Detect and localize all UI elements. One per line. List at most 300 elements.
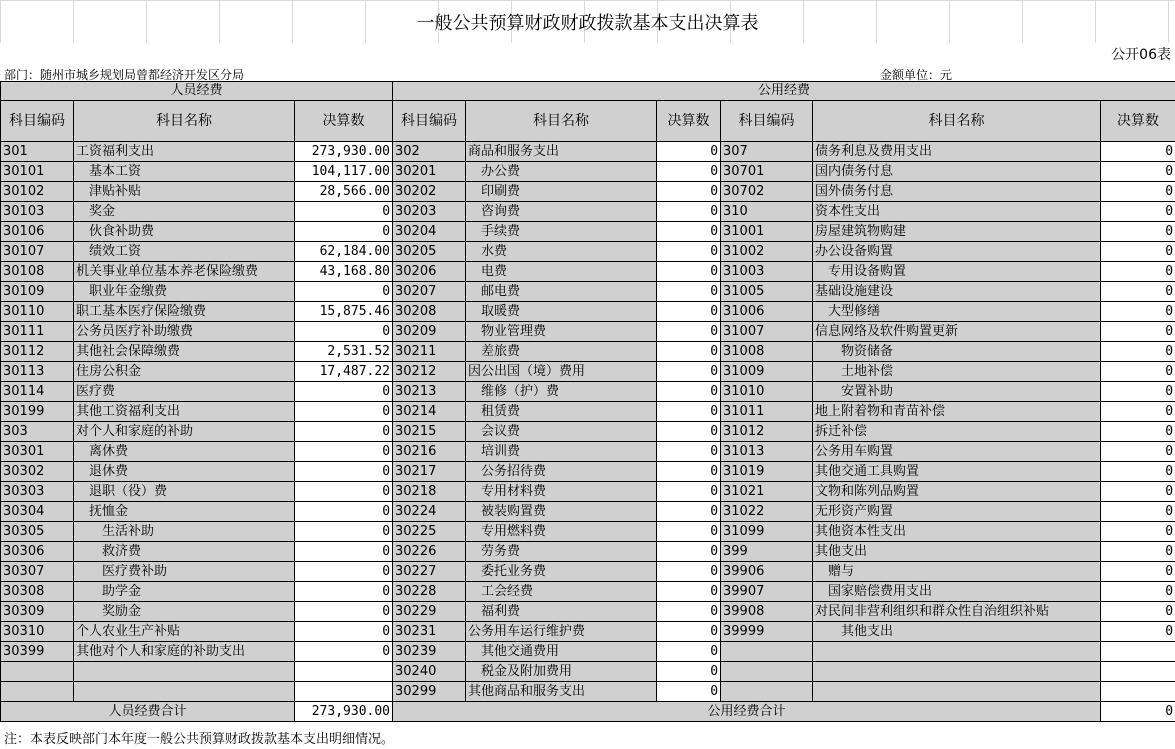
table-row	[1, 422, 1175, 442]
table-row	[1, 642, 1175, 662]
public-name: 手续费	[466, 222, 657, 242]
public-name: 会议费	[466, 422, 657, 442]
capital-amount: 0	[1101, 362, 1175, 382]
capital-amount: 0	[1101, 182, 1175, 202]
public-code: 30229	[393, 602, 466, 622]
personnel-name: 职工基本医疗保险缴费	[74, 302, 295, 322]
capital-amount: 0	[1101, 542, 1175, 562]
capital-amount: 0	[1101, 222, 1175, 242]
public-code: 30231	[393, 622, 466, 642]
personnel-amount: 0	[295, 222, 393, 242]
capital-amount: 0	[1101, 242, 1175, 262]
public-name: 水费	[466, 242, 657, 262]
capital-name: 专用设备购置	[813, 262, 1101, 282]
public-amount: 0	[657, 502, 721, 522]
col-header-name: 科目名称	[466, 101, 657, 142]
public-amount: 0	[657, 282, 721, 302]
personnel-amount: 15,875.46	[295, 302, 393, 322]
capital-code: 39907	[721, 582, 813, 602]
capital-name: 大型修缮	[813, 302, 1101, 322]
public-name: 劳务费	[466, 542, 657, 562]
capital-name: 文物和陈列品购置	[813, 482, 1101, 502]
personnel-name: 机关事业单位基本养老保险缴费	[74, 262, 295, 282]
capital-name: 房屋建筑物购建	[813, 222, 1101, 242]
public-amount: 0	[657, 462, 721, 482]
public-amount: 0	[657, 562, 721, 582]
personnel-amount: 62,184.00	[295, 242, 393, 262]
capital-name	[813, 642, 1101, 662]
table-row	[1, 442, 1175, 462]
capital-code	[721, 642, 813, 662]
capital-name: 拆迁补偿	[813, 422, 1101, 442]
capital-code: 30701	[721, 162, 813, 182]
table-row	[1, 542, 1175, 562]
public-amount: 0	[657, 542, 721, 562]
public-code: 30215	[393, 422, 466, 442]
capital-amount: 0	[1101, 622, 1175, 642]
capital-code: 30702	[721, 182, 813, 202]
personnel-amount: 0	[295, 562, 393, 582]
personnel-amount: 0	[295, 602, 393, 622]
personnel-amount: 43,168.80	[295, 262, 393, 282]
personnel-code	[1, 682, 74, 702]
public-amount: 0	[657, 442, 721, 462]
public-name: 福利费	[466, 602, 657, 622]
public-amount: 0	[657, 222, 721, 242]
table-row	[1, 342, 1175, 362]
personnel-code: 30114	[1, 382, 74, 402]
capital-name: 信息网络及软件购置更新	[813, 322, 1101, 342]
personnel-code: 30307	[1, 562, 74, 582]
capital-code: 39999	[721, 622, 813, 642]
personnel-code: 30101	[1, 162, 74, 182]
capital-name: 办公设备购置	[813, 242, 1101, 262]
personnel-code: 30310	[1, 622, 74, 642]
capital-code: 31003	[721, 262, 813, 282]
personnel-name: 离休费	[74, 442, 295, 462]
public-code: 30204	[393, 222, 466, 242]
personnel-name: 津贴补贴	[74, 182, 295, 202]
capital-name: 债务利息及费用支出	[813, 142, 1101, 162]
capital-name: 公务用车购置	[813, 442, 1101, 462]
personnel-code: 30110	[1, 302, 74, 322]
public-code: 30225	[393, 522, 466, 542]
table-row	[1, 482, 1175, 502]
capital-amount: 0	[1101, 482, 1175, 502]
personnel-total-amount: 273,930.00	[295, 702, 393, 722]
personnel-name: 其他社会保障缴费	[74, 342, 295, 362]
public-code: 30217	[393, 462, 466, 482]
public-name: 因公出国（境）费用	[466, 362, 657, 382]
public-name: 其他交通费用	[466, 642, 657, 662]
capital-code: 31007	[721, 322, 813, 342]
public-amount: 0	[657, 482, 721, 502]
personnel-amount: 0	[295, 642, 393, 662]
personnel-name: 医疗费	[74, 382, 295, 402]
public-code: 30212	[393, 362, 466, 382]
capital-amount: 0	[1101, 342, 1175, 362]
capital-code: 31013	[721, 442, 813, 462]
capital-amount	[1101, 682, 1175, 702]
report-title: 一般公共预算财政财政拨款基本支出决算表	[0, 0, 1175, 43]
public-code: 30240	[393, 662, 466, 682]
personnel-name: 抚恤金	[74, 502, 295, 522]
public-amount: 0	[657, 162, 721, 182]
personnel-code: 30301	[1, 442, 74, 462]
capital-code	[721, 662, 813, 682]
table-row	[1, 302, 1175, 322]
public-amount: 0	[657, 262, 721, 282]
table-row	[1, 362, 1175, 382]
public-amount: 0	[657, 142, 721, 162]
personnel-name: 绩效工资	[74, 242, 295, 262]
capital-code: 31022	[721, 502, 813, 522]
expenditure-table	[0, 81, 1175, 722]
public-amount: 0	[657, 242, 721, 262]
col-header-code: 科目编码	[721, 101, 813, 142]
capital-amount: 0	[1101, 522, 1175, 542]
public-name: 委托业务费	[466, 562, 657, 582]
public-code: 30201	[393, 162, 466, 182]
public-code: 30239	[393, 642, 466, 662]
table-row	[1, 182, 1175, 202]
table-row	[1, 202, 1175, 222]
capital-name: 资本性支出	[813, 202, 1101, 222]
personnel-code: 30109	[1, 282, 74, 302]
capital-amount	[1101, 642, 1175, 662]
capital-code: 31021	[721, 482, 813, 502]
capital-amount: 0	[1101, 302, 1175, 322]
public-code: 30203	[393, 202, 466, 222]
personnel-code: 301	[1, 142, 74, 162]
personnel-section-header: 人员经费	[1, 82, 393, 101]
capital-amount: 0	[1101, 442, 1175, 462]
public-code: 30226	[393, 542, 466, 562]
personnel-name: 奖金	[74, 202, 295, 222]
personnel-code: 30106	[1, 222, 74, 242]
public-amount: 0	[657, 662, 721, 682]
personnel-amount: 0	[295, 482, 393, 502]
personnel-amount: 273,930.00	[295, 142, 393, 162]
capital-code: 31008	[721, 342, 813, 362]
personnel-amount: 0	[295, 282, 393, 302]
capital-code: 39908	[721, 602, 813, 622]
personnel-code: 303	[1, 422, 74, 442]
personnel-code: 30112	[1, 342, 74, 362]
capital-name: 土地补偿	[813, 362, 1101, 382]
personnel-amount: 0	[295, 422, 393, 442]
personnel-name: 职业年金缴费	[74, 282, 295, 302]
department-label: 部门：随州市城乡规划局曾都经济开发区分局	[4, 68, 245, 82]
capital-amount: 0	[1101, 562, 1175, 582]
personnel-code: 30399	[1, 642, 74, 662]
capital-code: 39906	[721, 562, 813, 582]
personnel-amount: 0	[295, 522, 393, 542]
capital-code: 399	[721, 542, 813, 562]
public-amount: 0	[657, 362, 721, 382]
personnel-name: 奖励金	[74, 602, 295, 622]
capital-amount: 0	[1101, 402, 1175, 422]
personnel-amount: 0	[295, 622, 393, 642]
public-amount: 0	[657, 682, 721, 702]
capital-name: 其他交通工具购置	[813, 462, 1101, 482]
col-header-amount: 决算数	[657, 101, 721, 142]
capital-amount: 0	[1101, 582, 1175, 602]
capital-code	[721, 682, 813, 702]
personnel-name: 助学金	[74, 582, 295, 602]
personnel-amount: 2,531.52	[295, 342, 393, 362]
personnel-code: 30107	[1, 242, 74, 262]
capital-amount: 0	[1101, 202, 1175, 222]
personnel-amount: 0	[295, 402, 393, 422]
public-code: 30206	[393, 262, 466, 282]
capital-name: 对民间非营利组织和群众性自治组织补贴	[813, 602, 1101, 622]
table-row	[1, 662, 1175, 682]
public-code: 302	[393, 142, 466, 162]
capital-name: 物资储备	[813, 342, 1101, 362]
capital-name: 国内债务付息	[813, 162, 1101, 182]
table-row	[1, 382, 1175, 402]
public-code: 30214	[393, 402, 466, 422]
capital-name	[813, 682, 1101, 702]
personnel-code: 30304	[1, 502, 74, 522]
public-name: 维修（护）费	[466, 382, 657, 402]
personnel-amount	[295, 682, 393, 702]
public-amount: 0	[657, 402, 721, 422]
public-code: 30205	[393, 242, 466, 262]
public-code: 30227	[393, 562, 466, 582]
public-amount: 0	[657, 342, 721, 362]
personnel-name: 其他工资福利支出	[74, 402, 295, 422]
capital-name: 其他资本性支出	[813, 522, 1101, 542]
personnel-code: 30302	[1, 462, 74, 482]
personnel-name: 救济费	[74, 542, 295, 562]
personnel-amount: 0	[295, 202, 393, 222]
public-section-header: 公用经费	[393, 82, 1175, 101]
personnel-name: 工资福利支出	[74, 142, 295, 162]
capital-name: 赠与	[813, 562, 1101, 582]
capital-amount: 0	[1101, 422, 1175, 442]
personnel-amount: 0	[295, 582, 393, 602]
personnel-amount: 0	[295, 462, 393, 482]
totals-row	[1, 702, 1175, 722]
public-amount: 0	[657, 322, 721, 342]
capital-amount	[1101, 662, 1175, 682]
public-name: 租赁费	[466, 402, 657, 422]
capital-code: 310	[721, 202, 813, 222]
capital-amount: 0	[1101, 502, 1175, 522]
personnel-code: 30108	[1, 262, 74, 282]
capital-code: 31099	[721, 522, 813, 542]
public-amount: 0	[657, 642, 721, 662]
public-code: 30202	[393, 182, 466, 202]
table-row	[1, 222, 1175, 242]
public-name: 专用燃料费	[466, 522, 657, 542]
public-amount: 0	[657, 522, 721, 542]
capital-amount: 0	[1101, 462, 1175, 482]
public-name: 取暖费	[466, 302, 657, 322]
capital-name: 基础设施建设	[813, 282, 1101, 302]
col-header-code: 科目编码	[1, 101, 74, 142]
capital-name: 无形资产购置	[813, 502, 1101, 522]
personnel-code: 30113	[1, 362, 74, 382]
public-code: 30228	[393, 582, 466, 602]
personnel-name: 对个人和家庭的补助	[74, 422, 295, 442]
table-row	[1, 462, 1175, 482]
capital-code: 31010	[721, 382, 813, 402]
public-name: 物业管理费	[466, 322, 657, 342]
public-name: 印刷费	[466, 182, 657, 202]
personnel-code: 30303	[1, 482, 74, 502]
table-row	[1, 502, 1175, 522]
public-amount: 0	[657, 602, 721, 622]
personnel-name: 生活补助	[74, 522, 295, 542]
personnel-amount	[295, 662, 393, 682]
personnel-name	[74, 682, 295, 702]
public-amount: 0	[657, 382, 721, 402]
personnel-name: 个人农业生产补贴	[74, 622, 295, 642]
public-total-label: 公用经费合计	[393, 702, 1101, 722]
capital-name: 国外债务付息	[813, 182, 1101, 202]
table-row	[1, 322, 1175, 342]
public-total-amount: 0	[1101, 702, 1175, 722]
public-code: 30211	[393, 342, 466, 362]
capital-name: 安置补助	[813, 382, 1101, 402]
public-amount: 0	[657, 182, 721, 202]
table-row	[1, 402, 1175, 422]
public-amount: 0	[657, 302, 721, 322]
personnel-name: 公务员医疗补助缴费	[74, 322, 295, 342]
personnel-code: 30306	[1, 542, 74, 562]
personnel-amount: 0	[295, 502, 393, 522]
personnel-name: 退休费	[74, 462, 295, 482]
unit-label: 金额单位：元	[880, 68, 953, 82]
capital-code: 31002	[721, 242, 813, 262]
public-name: 公务招待费	[466, 462, 657, 482]
col-header-amount: 决算数	[295, 101, 393, 142]
public-amount: 0	[657, 582, 721, 602]
public-name: 公务用车运行维护费	[466, 622, 657, 642]
capital-amount: 0	[1101, 282, 1175, 302]
public-code: 30299	[393, 682, 466, 702]
personnel-amount: 17,487.22	[295, 362, 393, 382]
table-row	[1, 522, 1175, 542]
public-name: 办公费	[466, 162, 657, 182]
public-code: 30216	[393, 442, 466, 462]
col-header-amount: 决算数	[1101, 101, 1175, 142]
capital-amount: 0	[1101, 602, 1175, 622]
public-code: 30208	[393, 302, 466, 322]
public-name: 专用材料费	[466, 482, 657, 502]
capital-amount: 0	[1101, 162, 1175, 182]
capital-code: 31006	[721, 302, 813, 322]
public-name: 邮电费	[466, 282, 657, 302]
personnel-code: 30102	[1, 182, 74, 202]
personnel-code: 30111	[1, 322, 74, 342]
table-row	[1, 582, 1175, 602]
table-row	[1, 262, 1175, 282]
col-header-code: 科目编码	[393, 101, 466, 142]
personnel-amount: 0	[295, 322, 393, 342]
personnel-code: 30199	[1, 402, 74, 422]
public-amount: 0	[657, 622, 721, 642]
public-name: 其他商品和服务支出	[466, 682, 657, 702]
public-name: 工会经费	[466, 582, 657, 602]
personnel-code: 30308	[1, 582, 74, 602]
public-code: 30213	[393, 382, 466, 402]
personnel-amount: 28,566.00	[295, 182, 393, 202]
personnel-name: 住房公积金	[74, 362, 295, 382]
personnel-total-label: 人员经费合计	[1, 702, 295, 722]
public-name: 培训费	[466, 442, 657, 462]
col-header-name: 科目名称	[813, 101, 1101, 142]
public-name: 商品和服务支出	[466, 142, 657, 162]
capital-code: 31005	[721, 282, 813, 302]
personnel-name: 医疗费补助	[74, 562, 295, 582]
capital-amount: 0	[1101, 382, 1175, 402]
personnel-amount: 0	[295, 382, 393, 402]
public-code: 30218	[393, 482, 466, 502]
table-row	[1, 162, 1175, 182]
capital-code: 31001	[721, 222, 813, 242]
capital-name: 其他支出	[813, 622, 1101, 642]
table-row	[1, 622, 1175, 642]
public-name: 差旅费	[466, 342, 657, 362]
capital-amount: 0	[1101, 142, 1175, 162]
capital-code: 31019	[721, 462, 813, 482]
table-number: 公开06表	[1111, 47, 1171, 63]
personnel-name: 其他对个人和家庭的补助支出	[74, 642, 295, 662]
table-row	[1, 562, 1175, 582]
personnel-name: 基本工资	[74, 162, 295, 182]
capital-code: 31011	[721, 402, 813, 422]
personnel-amount: 0	[295, 442, 393, 462]
personnel-amount: 0	[295, 542, 393, 562]
personnel-code	[1, 662, 74, 682]
capital-code: 307	[721, 142, 813, 162]
personnel-amount: 104,117.00	[295, 162, 393, 182]
capital-name: 地上附着物和青苗补偿	[813, 402, 1101, 422]
table-row	[1, 242, 1175, 262]
personnel-code: 30103	[1, 202, 74, 222]
capital-name: 国家赔偿费用支出	[813, 582, 1101, 602]
public-amount: 0	[657, 202, 721, 222]
personnel-name: 伙食补助费	[74, 222, 295, 242]
public-name: 电费	[466, 262, 657, 282]
public-code: 30209	[393, 322, 466, 342]
capital-amount: 0	[1101, 322, 1175, 342]
personnel-code: 30305	[1, 522, 74, 542]
personnel-name	[74, 662, 295, 682]
capital-code: 31009	[721, 362, 813, 382]
personnel-name: 退职（役）费	[74, 482, 295, 502]
public-name: 咨询费	[466, 202, 657, 222]
table-row	[1, 602, 1175, 622]
capital-name: 其他支出	[813, 542, 1101, 562]
public-name: 税金及附加费用	[466, 662, 657, 682]
public-code: 30207	[393, 282, 466, 302]
table-row	[1, 682, 1175, 702]
capital-name	[813, 662, 1101, 682]
col-header-name: 科目名称	[74, 101, 295, 142]
footnote: 注：本表反映部门本年度一般公共预算财政拨款基本支出明细情况。	[4, 732, 395, 747]
table-row	[1, 282, 1175, 302]
capital-code: 31012	[721, 422, 813, 442]
public-amount: 0	[657, 422, 721, 442]
table-row	[1, 142, 1175, 162]
public-name: 被装购置费	[466, 502, 657, 522]
public-code: 30224	[393, 502, 466, 522]
